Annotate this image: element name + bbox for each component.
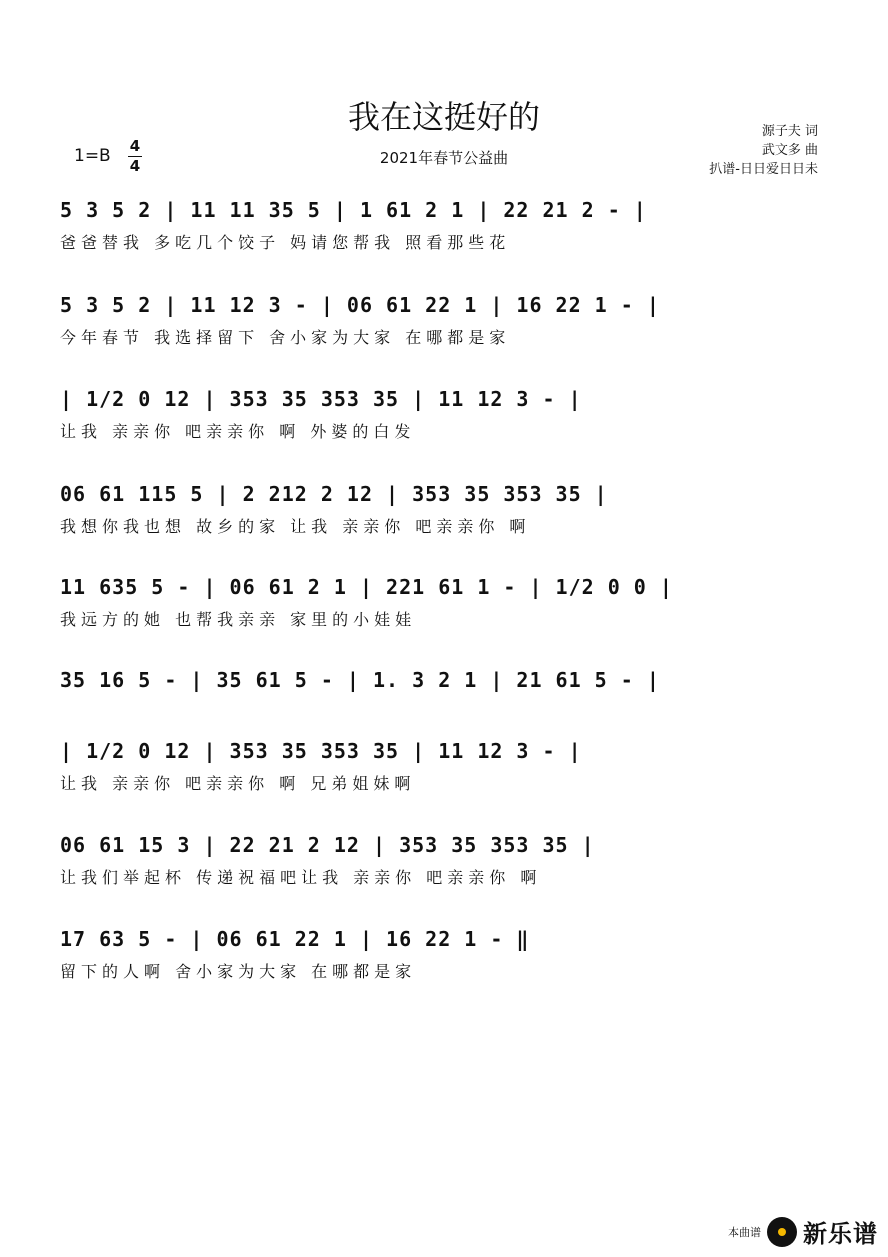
notes-line: | 1/2 0 12 | 353 35 353 35 | 11 12 3 - | [60, 739, 582, 763]
lyrics-line: 让我 亲亲你 吧亲亲你 啊 外婆的白发 [60, 422, 416, 441]
lyrics-line: 让我们举起杯 传递祝福吧让我 亲亲你 吧亲亲你 啊 [60, 868, 542, 887]
time-signature [128, 137, 142, 176]
footer-caption: 本曲谱 [728, 1225, 761, 1239]
lyrics-line: 留下的人啊 舍小家为大家 在哪都是家 [60, 962, 417, 981]
record-logo-icon [767, 1217, 797, 1247]
notes-line: 06 61 15 3 | 22 21 2 12 | 353 35 353 35 | [60, 833, 595, 857]
notes-line: 35 16 5 - | 35 61 5 - | 1. 3 2 1 | 21 61 5 - | [60, 668, 660, 692]
lyrics-line [60, 701, 830, 725]
lyrics-line: 让我 亲亲你 吧亲亲你 啊 兄弟姐妹啊 [60, 774, 416, 793]
credits [709, 122, 818, 179]
notes-line: 5 3 5 2 | 11 11 35 5 | 1 61 2 1 | 22 21 2 - | [60, 198, 647, 222]
composer-credit: 武文多 曲 [761, 143, 818, 158]
lyricist-credit: 源子夫 词 [761, 124, 818, 139]
transcriber-credit: 扒谱-日日爱日日未 [709, 162, 818, 177]
time-signature-top: 4 [129, 137, 141, 155]
lyrics-line: 我远方的她 也帮我亲亲 家里的小娃娃 [60, 610, 417, 629]
notes-line: 17 63 5 - | 06 61 22 1 | 16 22 1 - ‖ [60, 927, 530, 951]
notes-line: 06 61 115 5 | 2 212 2 12 | 353 35 353 35 | [60, 482, 608, 506]
brand-name: 新乐谱 [803, 1220, 878, 1248]
footer-branding [728, 1214, 878, 1249]
lyrics-line: 爸爸替我 多吃几个饺子 妈请您帮我 照看那些花 [60, 233, 511, 252]
time-signature-bottom: 4 [129, 157, 141, 175]
page-title: 我在这挺好的 [347, 98, 540, 136]
key-signature: 1=B [74, 146, 111, 166]
page-subtitle: 2021年春节公益曲 [379, 149, 509, 167]
lyrics-line: 我想你我也想 故乡的家 让我 亲亲你 吧亲亲你 啊 [60, 517, 531, 536]
notes-line: | 1/2 0 12 | 353 35 353 35 | 11 12 3 - | [60, 387, 582, 411]
notes-line: 5 3 5 2 | 11 12 3 - | 06 61 22 1 | 16 22 1 - | [60, 293, 660, 317]
lyrics-line: 今年春节 我选择留下 舍小家为大家 在哪都是家 [60, 328, 511, 347]
notes-line: 11 635 5 - | 06 61 2 1 | 221 61 1 - | 1/2 0 0 | [60, 575, 673, 599]
